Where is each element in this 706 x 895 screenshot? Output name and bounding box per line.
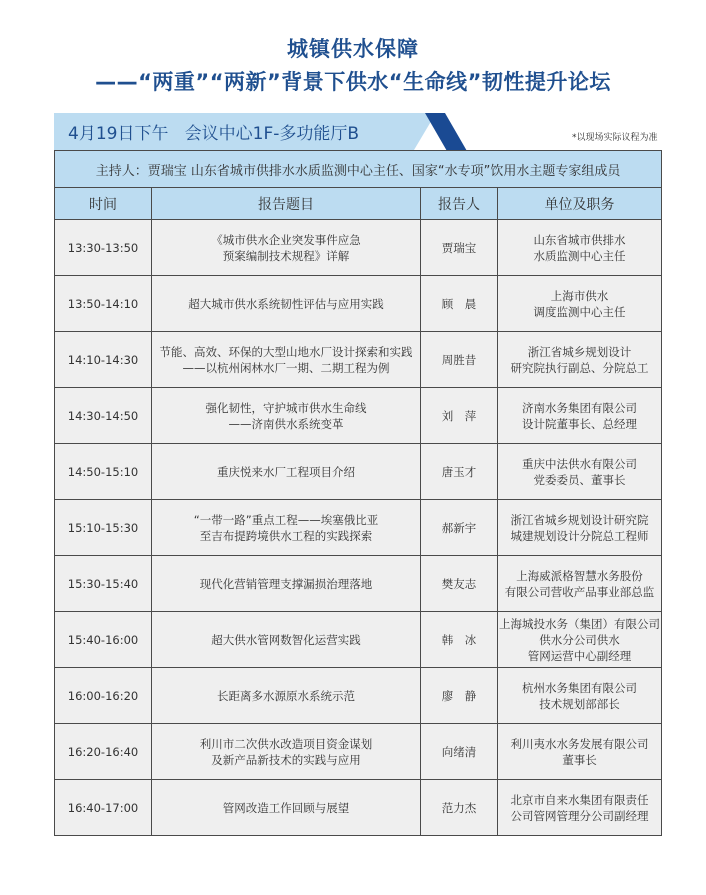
cell-time: 13:50-14:10 [55,276,152,332]
cell-unit-line: 北京市自来水集团有限责任 [510,792,649,807]
table-row [55,276,662,332]
cell-topic [152,724,421,780]
cell-topic-line: 至吉布提跨境供水工程的实践探索 [199,528,373,543]
table-row [55,332,662,388]
cell-time: 14:50-15:10 [55,444,152,500]
cell-unit-line: 山东省城市供排水 [533,232,626,247]
cell-unit-line: 利川夷水水务发展有限公司 [510,736,649,751]
cell-unit-line: 调度监测中心主任 [533,304,626,319]
cell-topic-line: 管网改造工作回顾与展望 [222,800,350,815]
cell-time: 16:40-17:00 [55,780,152,836]
cell-unit-line: 浙江省城乡规划设计 [527,344,632,359]
cell-unit-line: 济南水务集团有限公司 [522,400,638,415]
cell-speaker: 范力杰 [421,780,498,836]
cell-unit-line: 浙江省城乡规划设计研究院 [510,512,649,527]
column-header-speaker: 报告人 [421,188,498,220]
cell-topic-line: 重庆悦来水厂工程项目介绍 [217,464,355,479]
cell-unit [498,444,662,500]
cell-time: 16:00-16:20 [55,668,152,724]
cell-topic [152,612,421,668]
cell-unit-line: 上海城投水务（集团）有限公司 [499,616,661,631]
cell-unit-line: 研究院执行副总、分院总工 [510,360,649,375]
table-row [55,780,662,836]
cell-topic-line: 超大供水管网数智化运营实践 [211,632,361,647]
cell-topic [152,332,421,388]
cell-topic [152,388,421,444]
cell-time: 15:40-16:00 [55,612,152,668]
cell-unit [498,724,662,780]
cell-unit-line: 水质监测中心主任 [533,248,626,263]
cell-unit [498,500,662,556]
cell-topic-line: 超大城市供水系统韧性评估与应用实践 [188,296,384,311]
table-row [55,388,662,444]
cell-topic-line: 强化韧性，守护城市供水生命线 [205,400,367,415]
cell-unit [498,332,662,388]
cell-time: 14:30-14:50 [55,388,152,444]
cell-speaker: 向绪清 [421,724,498,780]
cell-unit-line: 供水分公司供水 [539,632,620,647]
cell-topic [152,220,421,276]
cell-unit-line: 重庆中法供水有限公司 [522,456,638,471]
cell-topic [152,556,421,612]
cell-topic [152,500,421,556]
cell-topic-line: 现代化营销管理支撑漏损治理落地 [199,576,373,591]
cell-topic-line: 利川市二次供水改造项目资金谋划 [199,736,373,751]
cell-unit-line: 技术规划部部长 [539,696,620,711]
cell-unit-line: 公司管网管理分公司副经理 [510,808,649,823]
column-header-time: 时间 [55,188,152,220]
cell-time: 15:30-15:40 [55,556,152,612]
cell-unit [498,556,662,612]
cell-topic-line: ——以杭州闲林水厂一期、二期工程为例 [182,360,390,375]
cell-unit-line: 城建规划设计分院总工程师 [510,528,649,543]
table-row [55,724,662,780]
host-info: 主持人：贾瑞宝 山东省城市供排水水质监测中心主任、国家“水专项”饮用水主题专家组成员 [55,151,662,188]
table-row [55,668,662,724]
cell-topic [152,444,421,500]
table-row [55,444,662,500]
cell-topic-line: 节能、高效、环保的大型山地水厂设计探索和实践 [159,344,413,359]
cell-unit [498,612,662,668]
cell-unit-line: 杭州水务集团有限公司 [522,680,638,695]
cell-unit-line: 设计院董事长、总经理 [522,416,638,431]
agenda-table [54,150,662,836]
cell-time: 14:10-14:30 [55,332,152,388]
table-row [55,500,662,556]
table-row [55,612,662,668]
session-info: 4月19日下午 会议中心1F-多功能厅B [68,124,360,144]
table-row [55,220,662,276]
cell-unit [498,668,662,724]
cell-time: 15:10-15:30 [55,500,152,556]
cell-speaker: 周胜昔 [421,332,498,388]
cell-topic-line: 及新产品新技术的实践与应用 [211,752,361,767]
cell-time: 16:20-16:40 [55,724,152,780]
cell-time: 13:30-13:50 [55,220,152,276]
cell-speaker: 唐玉才 [421,444,498,500]
schedule-note: *以现场实际议程为准 [572,133,658,143]
cell-speaker: 廖 静 [421,668,498,724]
page-title: 城镇供水保障 [287,37,419,61]
cell-unit [498,780,662,836]
cell-speaker: 刘 萍 [421,388,498,444]
column-header-unit: 单位及职务 [498,188,662,220]
cell-speaker: 韩 冰 [421,612,498,668]
cell-topic [152,276,421,332]
cell-speaker: 贾瑞宝 [421,220,498,276]
cell-unit-line: 上海市供水 [550,288,609,303]
cell-unit-line: 上海威派格智慧水务股份 [516,568,643,583]
cell-unit [498,276,662,332]
cell-topic [152,780,421,836]
column-header-topic: 报告题目 [152,188,421,220]
cell-unit [498,388,662,444]
page-subtitle: ——“两重”“两新”背景下供水“生命线”韧性提升论坛 [95,70,611,94]
cell-topic-line: “一带一路”重点工程——埃塞俄比亚 [193,512,379,527]
table-row [55,556,662,612]
cell-topic-line: 预案编制技术规程》详解 [222,248,350,263]
cell-unit-line: 有限公司营收产品事业部总监 [504,584,655,599]
cell-topic-line: 长距离多水源原水系统示范 [217,688,355,703]
cell-unit-line: 管网运营中心副经理 [527,648,632,663]
cell-topic [152,668,421,724]
host-row [55,151,662,188]
cell-speaker: 郝新宇 [421,500,498,556]
cell-unit-line: 董事长 [562,752,597,767]
cell-topic-line: 《城市供水企业突发事件应急 [211,232,361,247]
cell-topic-line: ——济南供水系统变革 [228,416,344,431]
table-header [55,188,662,220]
cell-unit-line: 党委委员、董事长 [533,472,626,487]
cell-speaker: 顾 晨 [421,276,498,332]
cell-speaker: 樊友志 [421,556,498,612]
cell-unit [498,220,662,276]
